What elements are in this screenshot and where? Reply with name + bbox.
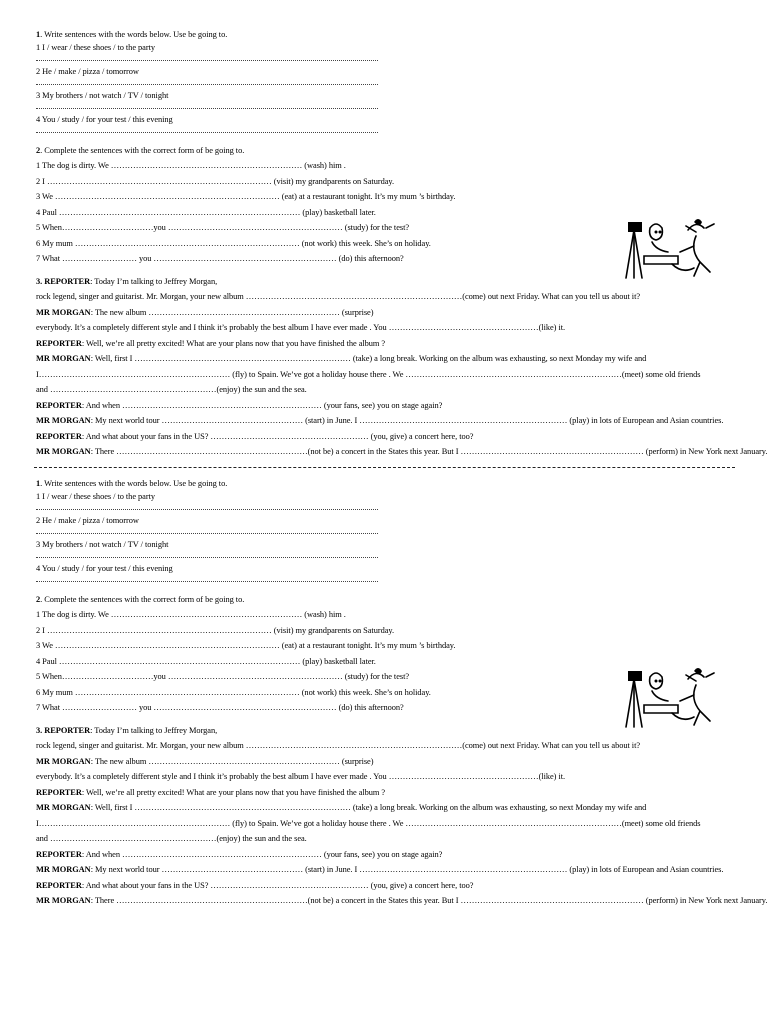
exercise-3-line — [36, 895, 767, 906]
dialogue-text: : There ……………………………………………………………(not be) a concert in the States this year. But I ………………………………………………………… (perform) in New York next January. — [90, 447, 768, 456]
exercise-3-line — [36, 400, 442, 411]
speaker-label: MR MORGAN — [36, 447, 91, 456]
exercise-2-item: 5 When……………………………you ……………………………………………………… (study) for the test? — [36, 672, 410, 681]
exercise-2-item: 7 What ……………………… you ………………………………………………………… (do) this afternoon? — [36, 254, 404, 263]
dialogue-text: everybody. It’s a completely different style and I think it’s probably the best album I have ever made . You ………………………………………………(like) it. — [36, 323, 566, 332]
dialogue-text: and ……………………………………………………(enjoy) the sun and the sea. — [36, 385, 307, 394]
exercise-3-line — [36, 880, 473, 891]
dialogue-text: : And when ……………………………………………………………… (your fans, see) you on stage again? — [81, 850, 443, 859]
exercise-3-line — [36, 756, 373, 767]
exercise-number: 3 — [36, 277, 41, 286]
exercise-3-line — [36, 307, 373, 318]
answer-line — [36, 108, 378, 109]
exercise-2-item: 4 Paul …………………………………………………………………………… (play) basketball later. — [36, 657, 376, 666]
exercise-number: 3 — [36, 726, 41, 735]
exercise-3-line: 3. REPORTER: Today I’m talking to Jeffrey Morgan, — [36, 726, 218, 735]
exercise-2-item: 2 I ……………………………………………………………………… (visit) my grandparents on Saturday. — [36, 177, 395, 186]
dialogue-text: : Well, first I …………………………………………………………………… (take) a long break. Working on the album was exhausting, so next Monday my wife and — [90, 354, 647, 363]
speaker-label: REPORTER — [36, 881, 82, 890]
exercise-2-item: 1 The dog is dirty. We …………………………………………………………… (wash) him . — [36, 161, 346, 170]
speaker-label: REPORTER — [36, 432, 82, 441]
speaker-label: MR MORGAN — [36, 354, 91, 363]
exercise-1-item: 4 You / study / for your test / this evening — [36, 564, 173, 573]
exercise-3-line — [36, 787, 385, 798]
exercise-number: 2 — [36, 595, 41, 604]
answer-line — [36, 60, 378, 61]
exercise-number: 1 — [36, 479, 41, 488]
dialogue-text: : Today I’m talking to Jeffrey Morgan, — [90, 277, 218, 286]
exercise-3-line — [36, 415, 723, 426]
dialogue-text: : My next world tour …………………………………………… (start) in June. I ………………………………………………………………… (play) in lots of European and Asian countries. — [90, 416, 724, 425]
exercise-3-line — [36, 369, 700, 380]
exercise-2-heading — [36, 145, 244, 156]
speaker-label: MR MORGAN — [36, 865, 91, 874]
speaker-label: REPORTER — [36, 788, 82, 797]
reporter-interview-illustration — [622, 665, 718, 731]
answer-line — [36, 509, 378, 510]
exercise-1-item: 2 He / make / pizza / tomorrow — [36, 67, 139, 76]
exercise-1-heading — [36, 478, 227, 489]
exercise-instruction: . Complete the sentences with the correct form of be going to. — [40, 146, 245, 155]
exercise-2-heading — [36, 594, 244, 605]
exercise-number: 2 — [36, 146, 41, 155]
dialogue-text: I…………………………………………………………… (fly) to Spain. We’ve got a holiday house there . We ……………………………………………………………………(meet) some old friends — [36, 819, 701, 828]
dialogue-text: I…………………………………………………………… (fly) to Spain. We’ve got a holiday house there . We ……………………………………………………………………(meet) some old friends — [36, 370, 701, 379]
exercise-instruction: . Write sentences with the words below. Use be going to. — [40, 30, 228, 39]
exercise-3-line — [36, 431, 473, 442]
speaker-label: MR MORGAN — [36, 896, 91, 905]
exercise-3-line — [36, 771, 565, 782]
exercise-3-line — [36, 818, 700, 829]
answer-line — [36, 533, 378, 534]
exercise-instruction: . Write sentences with the words below. Use be going to. — [40, 479, 228, 488]
exercise-2-item: 3 We ……………………………………………………………………… (eat) at a restaurant tonight. It’s my mum ’s birthday. — [36, 641, 456, 650]
exercise-2-item: 2 I ……………………………………………………………………… (visit) my grandparents on Saturday. — [36, 626, 395, 635]
exercise-1-item: 1 I / wear / these shoes / to the party — [36, 492, 155, 501]
dialogue-text: : The new album …………………………………………………………… (surprise) — [90, 308, 374, 317]
exercise-instruction: . Complete the sentences with the correct form of be going to. — [40, 595, 245, 604]
exercise-1-item: 3 My brothers / not watch / TV / tonight — [36, 540, 169, 549]
dialogue-text: : My next world tour …………………………………………… (start) in June. I ………………………………………………………………… (play) in lots of European and Asian countries. — [90, 865, 724, 874]
reporter-interview-illustration — [622, 216, 718, 282]
speaker-label: MR MORGAN — [36, 803, 91, 812]
dialogue-text: rock legend, singer and guitarist. Mr. Morgan, your new album ……………………………………………………………………(come) out next Friday. What can you tell us about it? — [36, 292, 641, 301]
answer-line — [36, 557, 378, 558]
exercise-3-line — [36, 291, 640, 302]
dialogue-text: and ……………………………………………………(enjoy) the sun and the sea. — [36, 834, 307, 843]
exercise-1-item: 1 I / wear / these shoes / to the party — [36, 43, 155, 52]
exercise-2-item: 7 What ……………………… you ………………………………………………………… (do) this afternoon? — [36, 703, 404, 712]
exercise-1-heading — [36, 29, 227, 40]
speaker-label: MR MORGAN — [36, 308, 91, 317]
exercise-3-line — [36, 384, 307, 395]
exercise-1-item: 2 He / make / pizza / tomorrow — [36, 516, 139, 525]
speaker-label: REPORTER — [36, 401, 82, 410]
exercise-2-item: 6 My mum ……………………………………………………………………… (not work) this week. She’s on holiday. — [36, 239, 431, 248]
exercise-2-item: 3 We ……………………………………………………………………… (eat) at a restaurant tonight. It’s my mum ’s birthday. — [36, 192, 456, 201]
exercise-3-line — [36, 338, 385, 349]
exercise-2-item: 4 Paul …………………………………………………………………………… (play) basketball later. — [36, 208, 376, 217]
dialogue-text: : Today I’m talking to Jeffrey Morgan, — [90, 726, 218, 735]
exercise-3-line — [36, 849, 442, 860]
exercise-3-line — [36, 864, 723, 875]
dialogue-text: : The new album …………………………………………………………… (surprise) — [90, 757, 374, 766]
answer-line — [36, 132, 378, 133]
exercise-3-line — [36, 353, 646, 364]
exercise-3-line — [36, 802, 646, 813]
dialogue-text: : And what about your fans in the US? ………………………………………………… (you, give) a concert here, too? — [81, 881, 474, 890]
exercise-3-line — [36, 322, 565, 333]
answer-line — [36, 581, 378, 582]
speaker-label: MR MORGAN — [36, 757, 91, 766]
exercise-2-item: 6 My mum ……………………………………………………………………… (not work) this week. She’s on holiday. — [36, 688, 431, 697]
speaker-label: REPORTER — [36, 850, 82, 859]
exercise-number: 1 — [36, 30, 41, 39]
dialogue-text: rock legend, singer and guitarist. Mr. Morgan, your new album ……………………………………………………………………(come) out next Friday. What can you tell us about it? — [36, 741, 641, 750]
dialogue-text: : And when ……………………………………………………………… (your fans, see) you on stage again? — [81, 401, 443, 410]
dialogue-text: : Well, we’re all pretty excited! What are your plans now that you have finished the album ? — [81, 788, 386, 797]
exercise-3-line — [36, 833, 307, 844]
exercise-1-item: 4 You / study / for your test / this evening — [36, 115, 173, 124]
worksheet-copy-1 — [0, 0, 768, 456]
exercise-2-item: 5 When……………………………you ……………………………………………………… (study) for the test? — [36, 223, 410, 232]
exercise-3-line — [36, 740, 640, 751]
dialogue-text: : Well, we’re all pretty excited! What are your plans now that you have finished the album ? — [81, 339, 386, 348]
speaker-label: REPORTER — [44, 277, 91, 286]
dialogue-text: : And what about your fans in the US? ………………………………………………… (you, give) a concert here, too? — [81, 432, 474, 441]
speaker-label: REPORTER — [44, 726, 91, 735]
exercise-1-item: 3 My brothers / not watch / TV / tonight — [36, 91, 169, 100]
speaker-label: MR MORGAN — [36, 416, 91, 425]
dialogue-text: : There ……………………………………………………………(not be) a concert in the States this year. But I ………………………………………………………… (perform) in New York next January. — [90, 896, 768, 905]
answer-line — [36, 84, 378, 85]
worksheet-copy-2 — [0, 449, 768, 905]
dialogue-text: everybody. It’s a completely different style and I think it’s probably the best album I have ever made . You ………………………………………………(like) it. — [36, 772, 566, 781]
speaker-label: REPORTER — [36, 339, 82, 348]
dialogue-text: : Well, first I …………………………………………………………………… (take) a long break. Working on the album was exhausting, so next Monday my wife and — [90, 803, 647, 812]
exercise-2-item: 1 The dog is dirty. We …………………………………………………………… (wash) him . — [36, 610, 346, 619]
exercise-3-line: 3. REPORTER: Today I’m talking to Jeffrey Morgan, — [36, 277, 218, 286]
